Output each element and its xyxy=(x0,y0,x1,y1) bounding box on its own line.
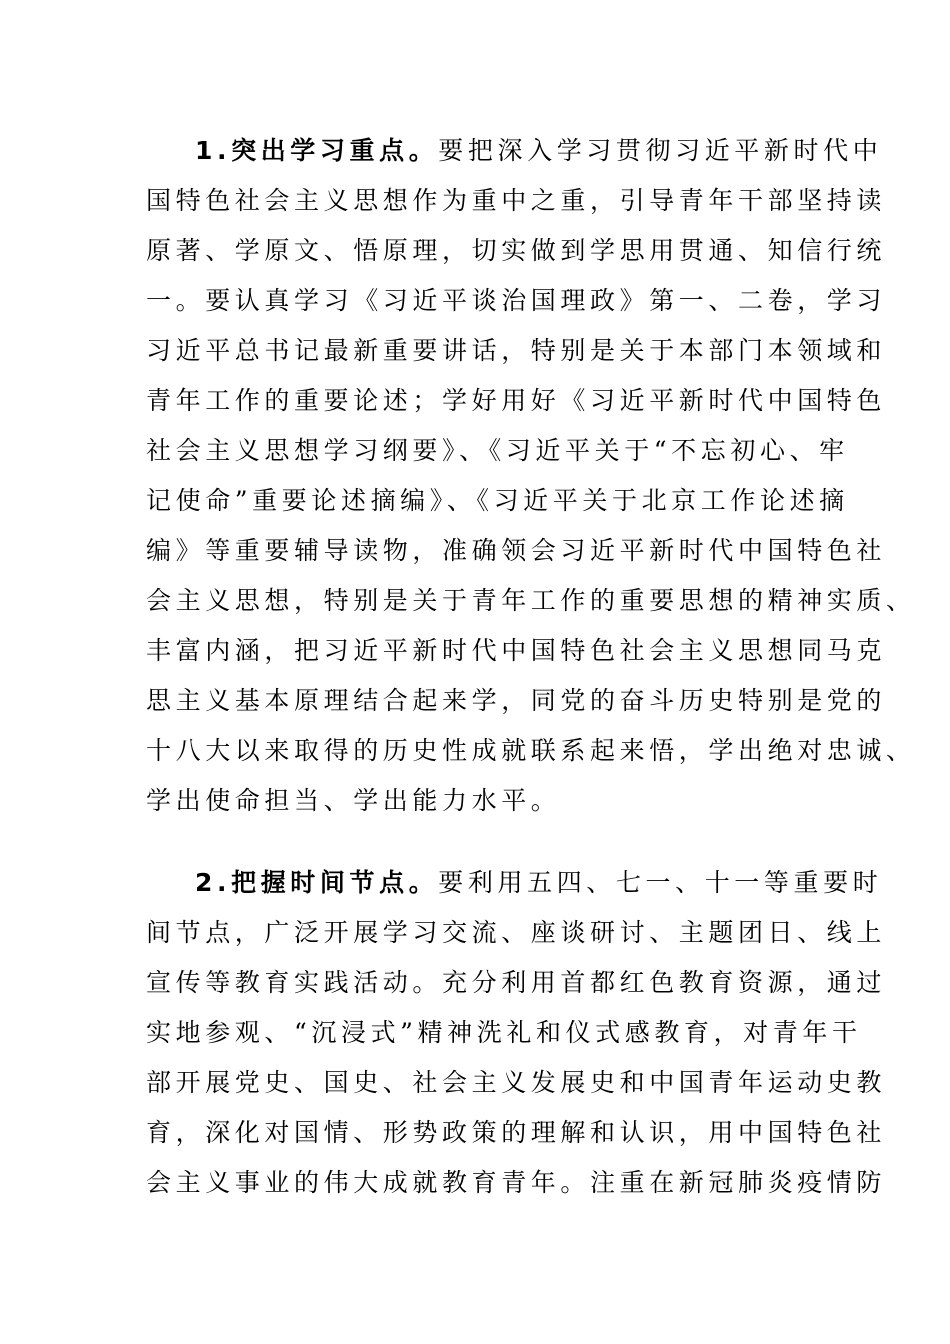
paragraph-line: 原著、学原文、悟原理，切实做到学思用贯通、知信行统 xyxy=(146,236,887,265)
paragraph-heading: 2.把握时间节点。 xyxy=(195,868,439,897)
paragraph-heading: 1.突出学习重点。 xyxy=(195,136,439,165)
paragraph-line: 编》等重要辅导读物，准确领会习近平新时代中国特色社 xyxy=(146,536,887,565)
paragraph-line: 国特色社会主义思想作为重中之重，引导青年干部坚持读 xyxy=(146,186,887,215)
paragraph-line: 学出使命担当、学出能力水平。 xyxy=(146,786,561,815)
paragraph-line: 宣传等教育实践活动。充分利用首都红色教育资源，通过 xyxy=(146,968,887,997)
paragraph-text: 要把深入学习贯彻习近平新时代中 xyxy=(438,136,883,165)
paragraph-line: 育，深化对国情、形势政策的理解和认识，用中国特色社 xyxy=(146,1118,887,1147)
paragraph-line: 实地参观、“沉浸式”精神洗礼和仪式感教育，对青年干 xyxy=(146,1018,862,1047)
paragraph-line: 间节点，广泛开展学习交流、座谈研讨、主题团日、线上 xyxy=(146,918,887,947)
paragraph-line xyxy=(195,126,882,176)
paragraph-line: 一。要认真学习《习近平谈治国理政》第一、二卷，学习 xyxy=(146,286,887,315)
paragraph-line: 部开展党史、国史、社会主义发展史和中国青年运动史教 xyxy=(146,1068,887,1097)
paragraph-line: 思主义基本原理结合起来学，同党的奋斗历史特别是党的 xyxy=(146,686,887,715)
paragraph-line xyxy=(195,858,882,908)
paragraph-line: 社会主义思想学习纲要》、《习近平关于“不忘初心、牢 xyxy=(146,436,849,465)
paragraph-line: 会主义事业的伟大成就教育青年。注重在新冠肺炎疫情防 xyxy=(146,1168,887,1197)
paragraph-line: 习近平总书记最新重要讲话，特别是关于本部门本领域和 xyxy=(146,336,887,365)
paragraph-line: 十八大以来取得的历史性成就联系起来悟，学出绝对忠诚、 xyxy=(146,736,916,765)
paragraph-line: 记使命”重要论述摘编》、《习近平关于北京工作论述摘 xyxy=(146,486,849,515)
paragraph-line: 会主义思想，特别是关于青年工作的重要思想的精神实质、 xyxy=(146,586,916,615)
paragraph-text: 要利用五四、七一、十一等重要时 xyxy=(438,868,883,897)
paragraph-line: 青年工作的重要论述；学好用好《习近平新时代中国特色 xyxy=(146,386,887,415)
paragraph-line: 丰富内涵，把习近平新时代中国特色社会主义思想同马克 xyxy=(146,636,887,665)
